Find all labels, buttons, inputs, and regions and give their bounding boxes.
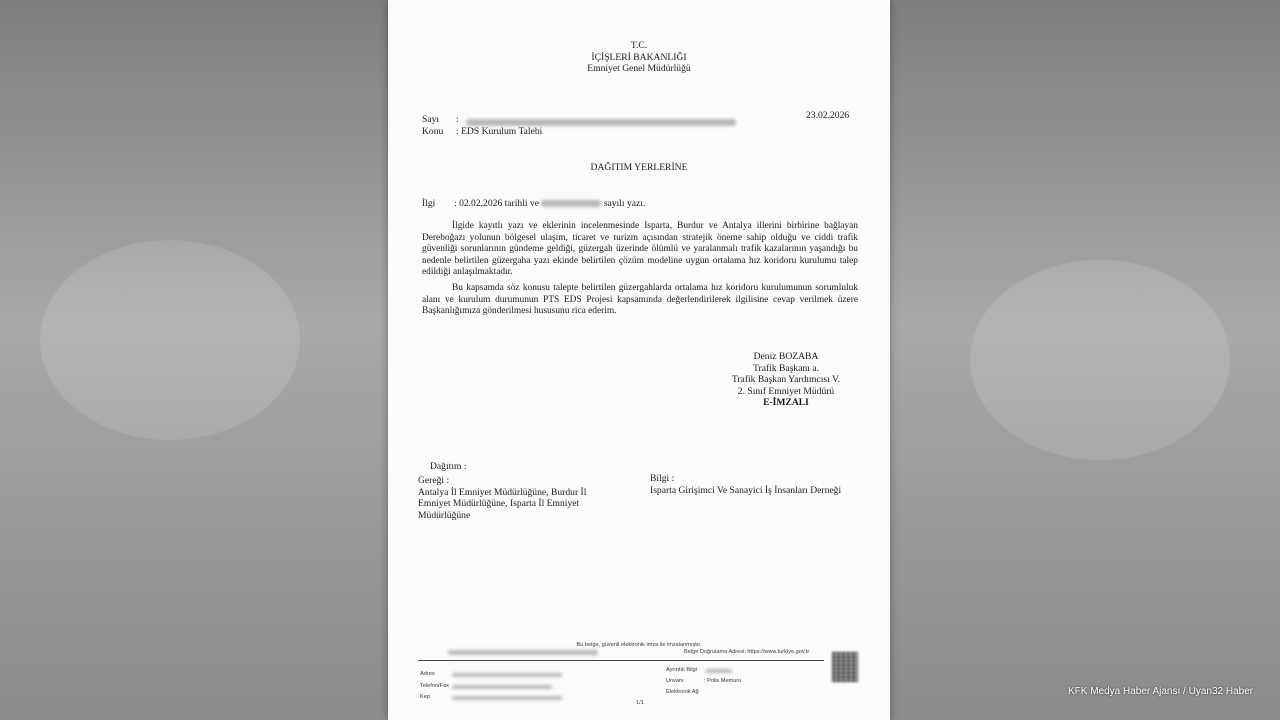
signatory-name: Deniz BOZABA — [753, 351, 819, 362]
watermark-text: KFK Medya Haber Ajansı / Uyan32 Haber — [1068, 686, 1254, 697]
addressee: DAĞITIM YERLERİNE — [590, 162, 688, 173]
background-right — [890, 0, 1280, 720]
e-signature-mark: E-İMZALI — [763, 397, 809, 409]
esign-note: Bu belge, güvenli elektronik imza ile imzalanmıştır. — [576, 642, 702, 648]
signatory-title-2: Trafik Başkan Yardımcısı V. — [731, 374, 841, 386]
signature-block — [718, 351, 854, 409]
body-paragraph-1: İlgide kayıtlı yazı ve eklerinin incelenmesinde Isparta, Burdur ve Antalya illerini birbirine bağlayan Dereboğazı yolunun bölgesel ulaşım, ticaret ve turizm açısından stratejik öneme sahip olduğu ve ciddi trafik güvenliği sorunlarının gündeme geldiği, güzergah üzerinde ölümlü ve yaralanmalı trafik kazalarının yaşandığı bu nedenle belirtilen güzergaha yazı ekinde belirtilen çözüm modeline uygun ortalama hız koridoru kurulumu talep edildiği anlaşılmaktadır. — [422, 221, 858, 278]
kep-redacted — [452, 695, 562, 702]
geregi-line-3: Müdürlüğüne — [418, 509, 471, 521]
body-paragraph-2: Bu kapsamda söz konusu talepte belirtilen güzergahlarda ortalama hız koridoru kurulumunun sorumluluk alanı ve kurulum durumunun PTS EDS Projesi kapsamında değerlendirilerek ilgilisine cevap verilmek üzere Başkanlığımıza gönderilmesi hususunu rica ederim. — [422, 283, 858, 317]
telefon-redacted — [452, 684, 552, 691]
adres-label: Adres — [420, 671, 435, 677]
letterhead-ministry: İÇİŞLERİ BAKANLIĞI — [591, 51, 687, 63]
signatory-title-1: Trafik Başkanı a. — [753, 362, 819, 374]
background-blur — [970, 260, 1230, 460]
ilgi-line — [454, 198, 645, 210]
letterhead-tc: T.C. — [630, 40, 648, 51]
qr-code — [832, 652, 858, 682]
ilgi-label: İlgi — [422, 198, 436, 209]
sayi-label: Sayı — [422, 114, 440, 125]
document-date: 23.02.2026 — [806, 110, 850, 121]
geregi-line-1: Antalya İl Emniyet Müdürlüğüne, Burdur İl — [418, 486, 587, 498]
konu-label: Konu — [422, 126, 444, 137]
ilgi-redacted — [541, 200, 601, 207]
distribution-bilgi — [650, 473, 880, 496]
signatory-title-3: 2. Sınıf Emniyet Müdürü — [737, 385, 835, 397]
distribution-label: Dağıtım : — [430, 461, 467, 472]
ayrintili-redacted — [706, 668, 732, 675]
page-number: 1/1 — [636, 700, 644, 706]
bilgi-value: Isparta Girişimci Ve Sanayici İş İnsanları Derneği — [650, 484, 842, 496]
ayrintili-bilgi-label: Ayrıntılı Bilgi — [666, 667, 697, 673]
footer-divider — [418, 660, 824, 661]
bilgi-label: Bilgi : — [650, 473, 675, 484]
letterhead — [388, 40, 890, 75]
verify-address: Belge Doğrulama Adresi: https://www.turkiye.gov.tr — [684, 649, 810, 655]
kep-label: Kep — [420, 694, 430, 700]
konu-value: : EDS Kurulum Talebi — [456, 126, 543, 137]
background-left — [0, 0, 388, 720]
ilgi-before: : 02.02.2026 tarihli ve — [454, 198, 539, 209]
unvan-value: : Polis Memuru — [704, 678, 742, 684]
distribution-geregi — [418, 475, 648, 521]
ilgi-after: sayılı yazı. — [603, 198, 646, 209]
document-page — [388, 0, 890, 720]
telefon-label: Telefon/Fax — [420, 683, 449, 689]
geregi-label: Gereği : — [418, 475, 450, 486]
unvan-label: Unvanı — [666, 678, 684, 684]
elektronik-ag-label: Elektronik Ağ — [666, 689, 699, 695]
background-blur — [40, 240, 300, 440]
footer-redacted-code — [448, 650, 598, 657]
geregi-line-2: Emniyet Müdürlüğüne, Isparta İl Emniyet — [418, 498, 580, 510]
letterhead-directorate: Emniyet Genel Müdürlüğü — [587, 63, 691, 74]
sayi-separator: : — [456, 114, 459, 125]
adres-redacted — [452, 672, 562, 679]
